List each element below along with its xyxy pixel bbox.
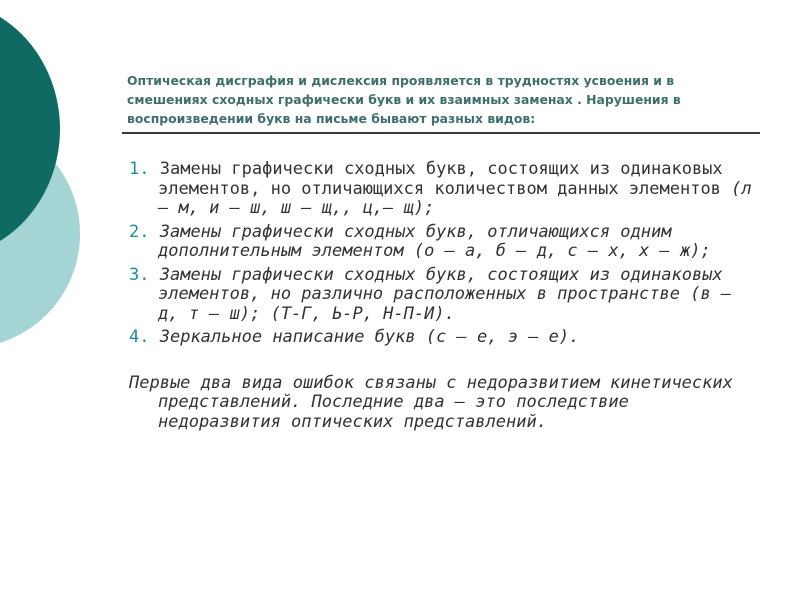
list-item-1 bbox=[129, 160, 761, 219]
item-number-4: 4. bbox=[129, 327, 150, 347]
list-item-3 bbox=[129, 266, 761, 325]
list-item-4 bbox=[129, 328, 761, 348]
item-number-3: 3. bbox=[129, 264, 150, 285]
item-text-1: Замены графически сходных букв, состоящих из одинаковых элементов, но отличающихся количеством данных элементов bbox=[158, 159, 723, 199]
list-item-2 bbox=[129, 223, 761, 262]
item-number-2: 2. bbox=[129, 221, 150, 242]
item-text-4: Зеркальное написание букв (с — е, э — е). bbox=[159, 327, 580, 347]
slide-body bbox=[129, 160, 761, 432]
item-number-1: 1. bbox=[129, 159, 150, 179]
slide-title: Оптическая дисграфия и дислексия проявляется в трудностях усвоения и в смешениях сходных графически букв и их взаимных заменах . Нарушения в воспроизведении букв на письме бывают разных видов: bbox=[127, 73, 681, 126]
item-examples-1: (л — м, и — ш, ш — щ,, ц,— щ); bbox=[158, 178, 752, 218]
summary-paragraph: Первые два вида ошибок связаны с недоразвитием кинетических представлений. Последние два — это последствие недоразвития оптических представлений. bbox=[129, 372, 733, 432]
item-text-2: Замены графически сходных букв, отличающихся одним дополнительным элементом (о — а, б — д, с — х, х — ж); bbox=[158, 221, 711, 261]
title-divider bbox=[122, 132, 760, 134]
item-text-3: Замены графически сходных букв, состоящих из одинаковых элементов, но различно расположенных в пространстве (в — д, т — ш); (Т-Г, Ь-Р, Н-П-И). bbox=[158, 264, 732, 324]
